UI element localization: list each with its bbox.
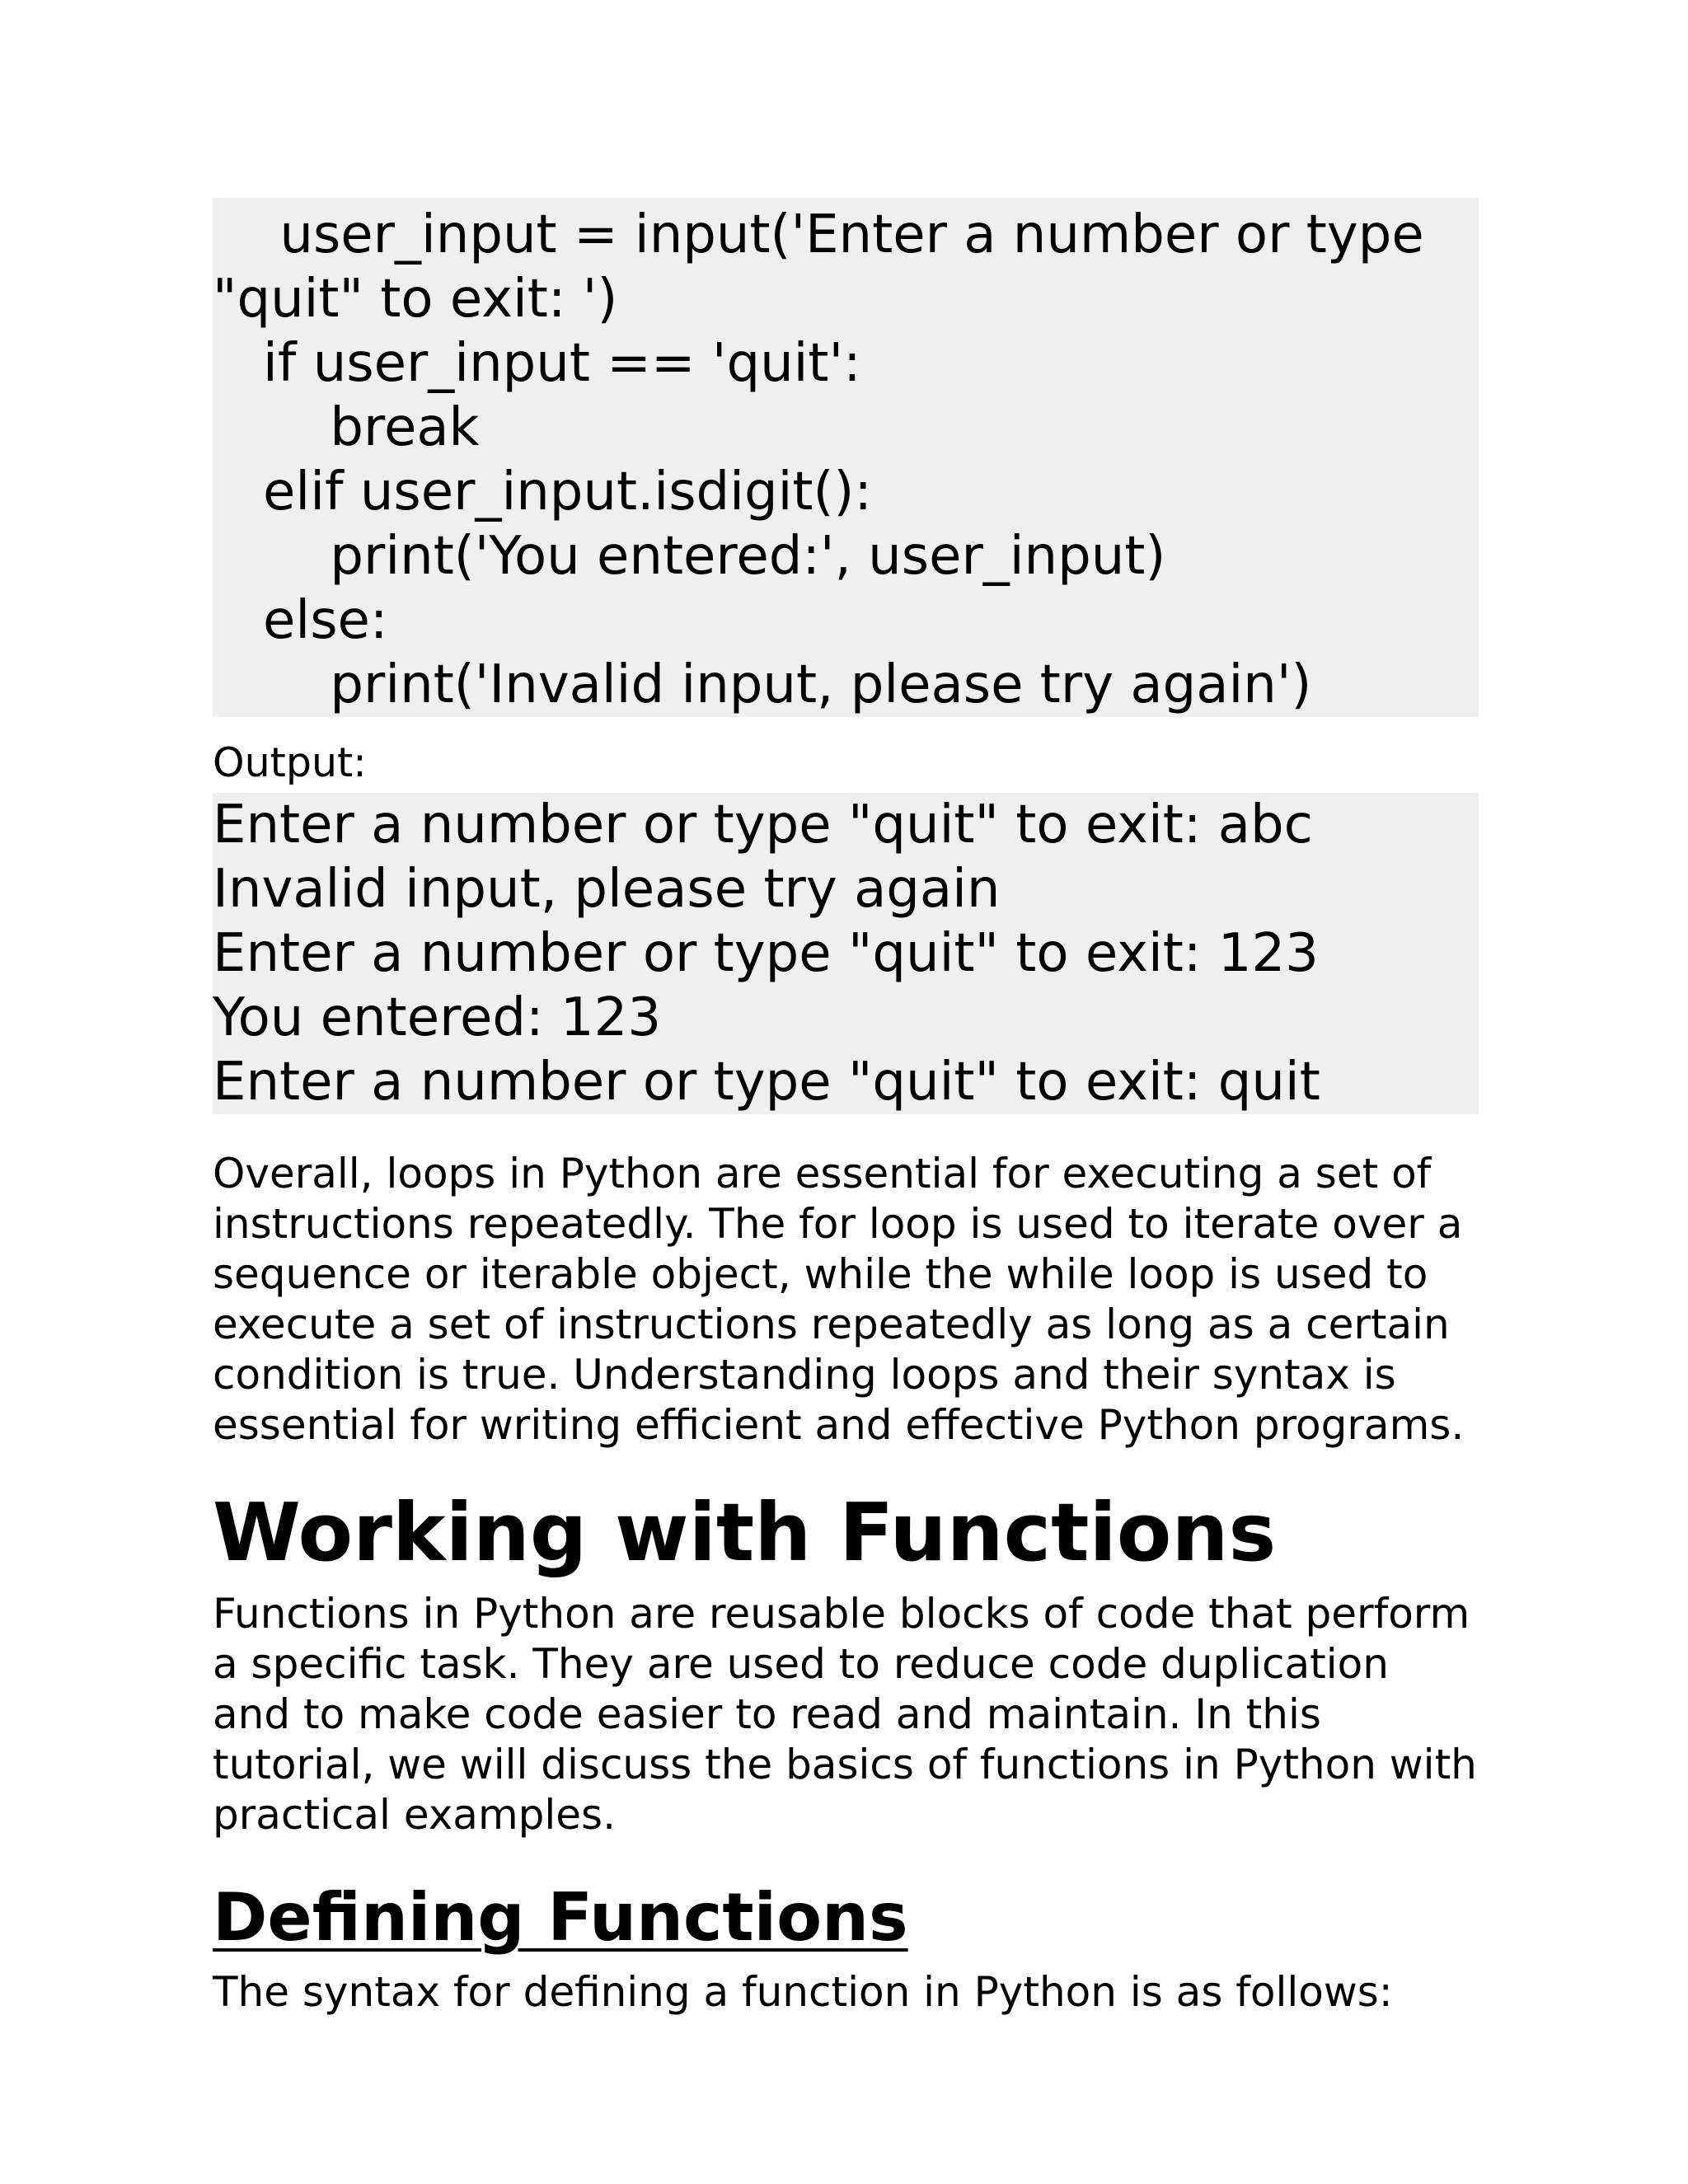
code-line: break — [213, 397, 480, 458]
output-line: Enter a number or type "quit" to exit: 123 — [213, 923, 1319, 984]
code-line: if user_input == 'quit': — [213, 333, 861, 394]
section-intro-paragraph: Functions in Python are reusable blocks of code that perform a specific task. They are used to reduce code duplication and to make code easier to read and maintain. In this tutorial, we will discuss the basics of functions in Python with practical examples. — [213, 1590, 1477, 1839]
code-line: elif user_input.isdigit(): — [213, 462, 872, 523]
code-line: print('You entered:', user_input) — [213, 526, 1166, 587]
code-line: print('Invalid input, please try again') — [213, 654, 1312, 715]
output-line: Enter a number or type "quit" to exit: quit — [213, 1052, 1320, 1113]
section-heading: Working with Functions — [213, 1486, 1277, 1579]
subsection-heading: Defining Functions — [213, 1879, 908, 1956]
output-label: Output: — [213, 739, 367, 786]
document-page — [213, 198, 1479, 2018]
code-line: else: — [213, 590, 388, 651]
output-line: Invalid input, please try again — [213, 859, 1001, 920]
subsection-paragraph: The syntax for defining a function in Python is as follows: — [213, 1968, 1393, 2016]
code-line: user_input = input('Enter a number or type "quit" to exit: ') — [213, 204, 1442, 330]
output-line: You entered: 123 — [213, 987, 662, 1048]
code-block-source — [213, 198, 1479, 717]
output-line: Enter a number or type "quit" to exit: abc — [213, 794, 1313, 855]
summary-paragraph: Overall, loops in Python are essential for executing a set of instructions repeatedly. The for loop is used to iterate over a sequence or iterable object, while the while loop is used to execute a set of instructions repeatedly as long as a certain condition is true. Understanding loops and their syntax is essential for writing efficient and effective Python programs. — [213, 1150, 1465, 1449]
code-block-output — [213, 793, 1479, 1114]
